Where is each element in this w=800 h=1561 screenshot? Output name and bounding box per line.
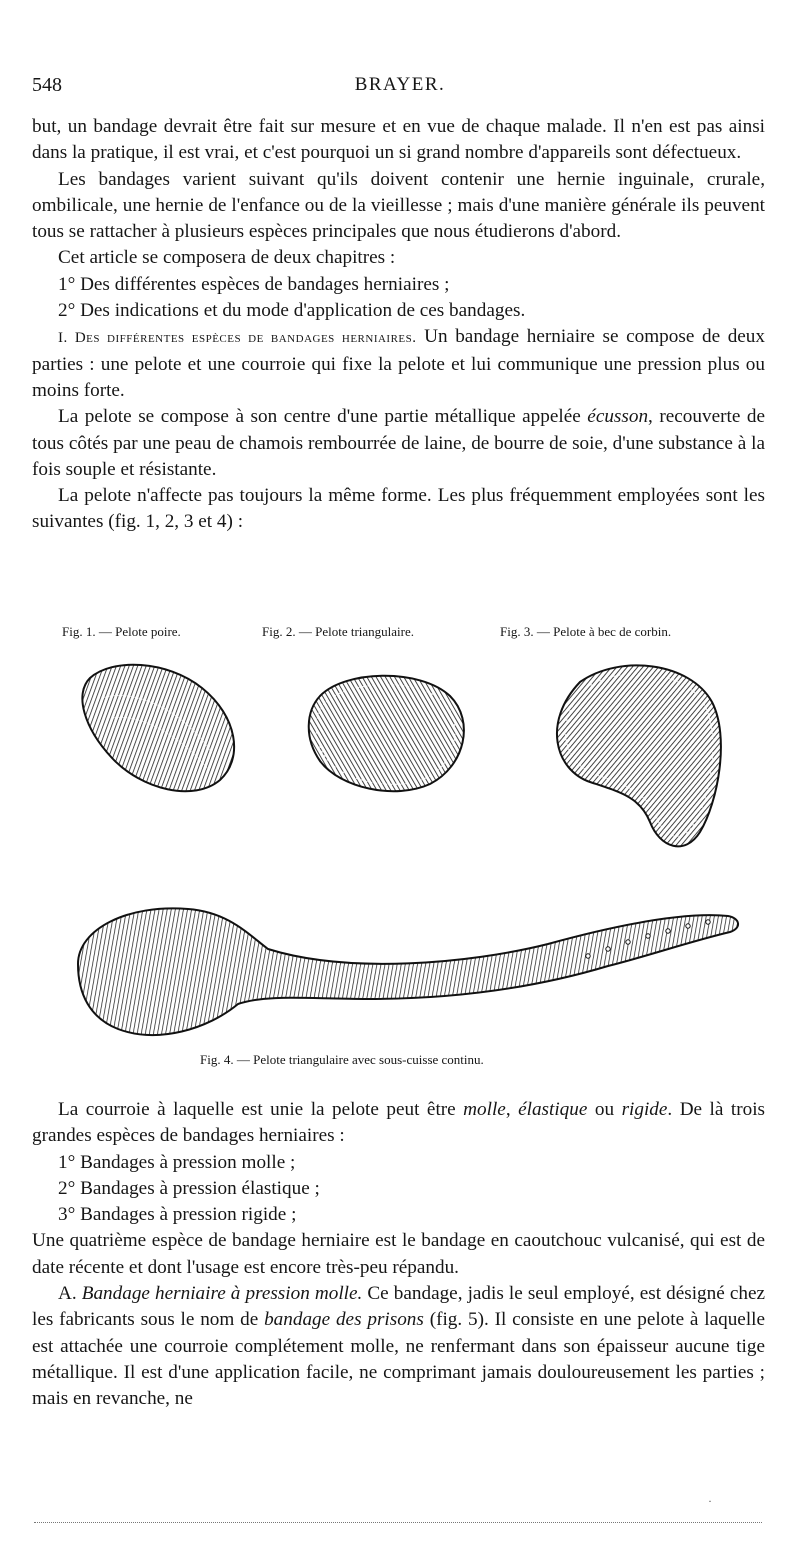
paragraph-chapters-intro: Cet article se composera de deux chapitres :: [58, 247, 396, 269]
paragraph-bandage-varieties: Les bandages varient suivant qu'ils doivent contenir une hernie inguinale, crurale, ombilicale, une hernie de l'enfance ou de la vieillesse ; mais d'une manière générale ils peuvent tous se rattacher à plusieurs espèces principales que nous étudierons d'abord.: [32, 168, 765, 243]
footer-dotted-rule: [34, 1522, 762, 1523]
term-soft-bandage: Bandage herniaire à pression molle.: [81, 1283, 363, 1305]
paragraph-section-one: [32, 324, 765, 404]
chapter-item-1: 1° Des différentes espèces de bandages herniaires ;: [58, 273, 450, 295]
term-prison-bandage: bandage des prisons: [264, 1309, 424, 1331]
term-molle: molle: [463, 1099, 506, 1120]
fig1-caption: Fig. 1. — Pelote poire.: [62, 624, 181, 639]
paragraph-pelote-forms: La pelote n'affecte pas toujours la même forme. Les plus fréquemment employées sont les suivantes (fig. 1, 2, 3 et 4) :: [32, 485, 765, 533]
soft-text-b: Ce bandage, jadis le seul employé, est désigné chez les fabricants sous le nom de: [32, 1283, 765, 1331]
section-heading: I. Des différentes espèces de bandages herniaires.: [58, 330, 417, 347]
paragraph-soft-pressure: [32, 1281, 765, 1412]
stray-mark: ·: [708, 1494, 712, 1508]
term-rigide: rigide: [621, 1099, 668, 1120]
lower-text: [32, 1097, 765, 1413]
soft-text-a: A.: [58, 1283, 82, 1305]
fig3-crow-beak-pad-illustration: [540, 652, 728, 852]
paragraph-continuation: but, un bandage devrait être fait sur mesure et en vue de chaque malade. Il n'en est pas ainsi dans la pratique, il est vrai, et c'est pourquoi un si grand nombre d'appareils sont défectueux.: [32, 116, 765, 164]
pelote-text-a: La pelote se compose à son centre d'une partie métallique appelée: [58, 406, 588, 428]
fig1-pear-pad-illustration: [72, 658, 247, 798]
strap-sep-2: ou: [587, 1099, 622, 1120]
fig4-caption: Fig. 4. — Pelote triangulaire avec sous-cuisse continu.: [200, 1052, 484, 1067]
section-one-text: Un bandage herniaire se compose de deux parties : une pelote et une courroie qui fixe la pelote et lui communique une pression plus ou moins forte.: [32, 326, 765, 401]
fig2-caption: Fig. 2. — Pelote triangulaire.: [262, 624, 415, 639]
figures-area: [0, 612, 800, 1082]
strap-text-b: . De là trois grandes espèces de bandages herniaires :: [32, 1099, 766, 1147]
term-elastique: élastique: [518, 1099, 588, 1120]
fig4-pad-with-strap-illustration: [68, 894, 748, 1044]
pelote-text-b: , recouverte de tous côtés par une peau de chamois rembourrée de laine, de bourre de soie, d'une substance à la fois souple et résistante.: [32, 406, 765, 480]
page-number: 548: [32, 74, 62, 96]
paragraph-pelote-composition: [32, 404, 765, 483]
upper-text: [32, 114, 765, 536]
fig3-caption: Fig. 3. — Pelote à bec de corbin.: [500, 624, 672, 639]
species-item-2: 2° Bandages à pression élastique ;: [58, 1177, 320, 1199]
page-header: [32, 74, 768, 104]
running-head: BRAYER.: [354, 74, 446, 95]
strap-sep-1: ,: [505, 1099, 519, 1120]
species-item-1: 1° Bandages à pression molle ;: [58, 1151, 296, 1173]
soft-text-c: (fig. 5). Il consiste en une pelote à laquelle est attachée une courroie complétement molle, ne renfermant dans son épaisseur aucune tige métallique. Il est d'une application facile, ne comprimant jamais douloureusement les parties ; mais en revanche, ne: [32, 1309, 765, 1410]
fig2-triangular-pad-illustration: [300, 666, 470, 794]
paragraph-strap-types: [32, 1097, 765, 1150]
chapter-item-2: 2° Des indications et du mode d'application de ces bandages.: [58, 300, 526, 322]
term-ecusson: écusson: [587, 406, 649, 428]
species-item-3: 3° Bandages à pression rigide ;: [58, 1204, 297, 1226]
strap-text-a: La courroie à laquelle est unie la pelote peut être: [58, 1099, 464, 1120]
paragraph-fourth-species: Une quatrième espèce de bandage herniaire est le bandage en caoutchouc vulcanisé, qui est de date récente et dont l'usage est encore très-peu répandu.: [32, 1230, 765, 1278]
